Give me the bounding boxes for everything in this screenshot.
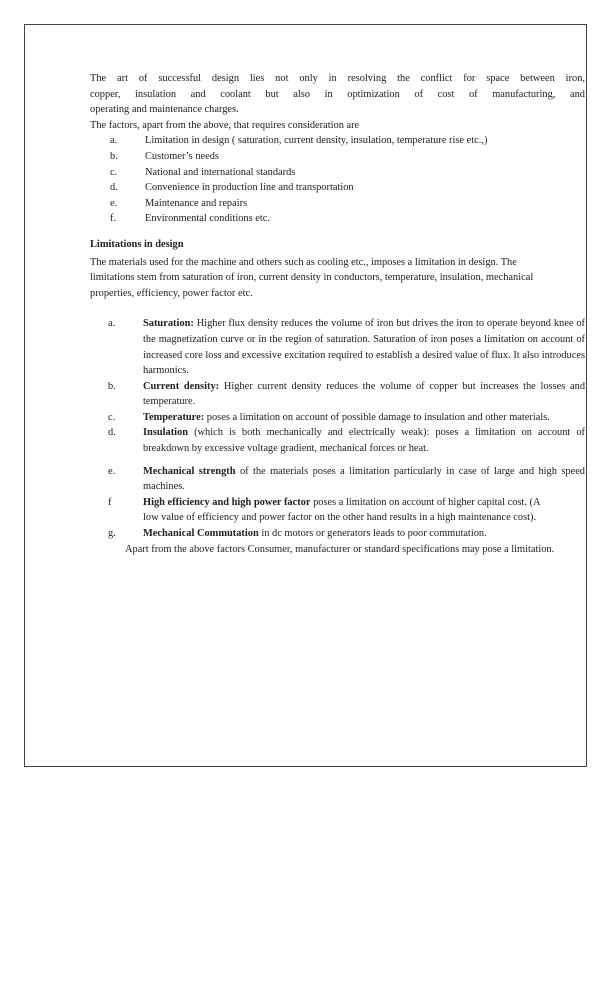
list-item <box>90 180 585 196</box>
list-marker: g. <box>108 528 116 540</box>
list-marker: f. <box>110 213 117 225</box>
list-marker: e. <box>108 465 116 477</box>
limitations-paragraph: The materials used for the machine and others such as cooling etc., imposes a limitation in design. The limitations stem from saturation of iron, current density in conductors, temperature, insulation, mechanical properties, efficiency, power factor etc. <box>90 256 534 299</box>
list-item <box>90 211 585 227</box>
term-description: poses a limitation on account of possible damage to insulation and other materials. <box>204 411 550 423</box>
list-item <box>90 149 585 165</box>
list-marker: a. <box>108 318 116 330</box>
list-item <box>90 495 585 526</box>
list-text <box>143 464 585 495</box>
list-marker: e. <box>110 197 118 209</box>
list-text <box>143 425 585 456</box>
list-marker: d. <box>110 182 118 194</box>
list-text: Environmental conditions etc. <box>145 213 270 225</box>
list-text: Customer’s needs <box>145 150 219 162</box>
list-text: Maintenance and repairs <box>145 197 248 209</box>
list-marker: d. <box>108 427 116 439</box>
list-text <box>143 379 585 410</box>
list-text <box>143 410 585 426</box>
list-marker: c. <box>108 411 116 423</box>
list-item <box>90 165 585 181</box>
intro-line-1: The art of successful design lies not only in resolving the conflict for space between iron, <box>90 73 585 84</box>
list-marker: c. <box>110 166 118 178</box>
intro-line-3: operating and maintenance charges. <box>90 104 239 116</box>
term-description: poses a limitation on account of higher capital cost. (A low value of efficiency and power factor on the other hand results in a high maintenance cost). <box>143 496 540 524</box>
term-description: (which is both mechanically and electrically weak): poses a limitation on account of breakdown by excessive voltage gradient, mechanical forces or heat. <box>143 427 585 455</box>
term-description: Higher current density reduces the volume of copper but increases the losses and temperature. <box>143 380 586 408</box>
term-label: Saturation: <box>143 318 194 330</box>
term-label: Mechanical Commutation <box>143 528 259 540</box>
document-body <box>90 71 585 557</box>
list-item <box>90 464 585 495</box>
term-description: Higher flux density reduces the volume of iron but drives the iron to operate beyond knee of the magnetization curve or in the region of saturation. Saturation of iron poses a limitation on account of increased core loss and excessive excitation required to establish a desired value of flux. It also introduces harmonics. <box>143 318 585 377</box>
term-description: of the materials poses a limitation particularly in case of large and high speed machines. <box>143 465 586 493</box>
term-description: in dc motors or generators leads to poor commutation. <box>258 528 487 540</box>
section-heading: Limitations in design <box>90 238 184 250</box>
list-item <box>90 425 585 456</box>
closing-paragraph: Apart from the above factors Consumer, manufacturer or standard specifications may pose a limitation. <box>125 543 555 555</box>
list-item <box>90 410 585 426</box>
intro-line-2: copper, insulation and coolant but also in optimization of cost of manufacturing, and <box>90 88 585 100</box>
list-item <box>90 316 585 378</box>
list-text: Convenience in production line and transportation <box>145 182 354 194</box>
list-item <box>90 133 585 149</box>
list-marker: f <box>108 496 112 508</box>
term-label: Mechanical strength <box>143 465 236 477</box>
term-label: High efficiency and high power factor <box>143 496 311 508</box>
term-label: Temperature: <box>143 411 205 423</box>
list-marker: b. <box>108 380 116 392</box>
factor-list <box>90 133 585 227</box>
intro-line-4: The factors, apart from the above, that requires consideration are <box>90 119 360 131</box>
list-marker: a. <box>110 135 118 147</box>
list-text: National and international standards <box>145 166 296 178</box>
list-text <box>143 526 553 542</box>
list-item <box>90 526 585 542</box>
list-text <box>143 316 585 378</box>
limitations-list <box>90 316 585 541</box>
term-label: Current density: <box>143 380 220 392</box>
list-marker: b. <box>110 150 118 162</box>
list-text: Limitation in design ( saturation, current density, insulation, temperature rise etc.,) <box>145 135 488 147</box>
list-item <box>90 196 585 212</box>
term-label: Insulation <box>143 427 189 439</box>
list-text <box>143 495 553 526</box>
list-item <box>90 379 585 410</box>
